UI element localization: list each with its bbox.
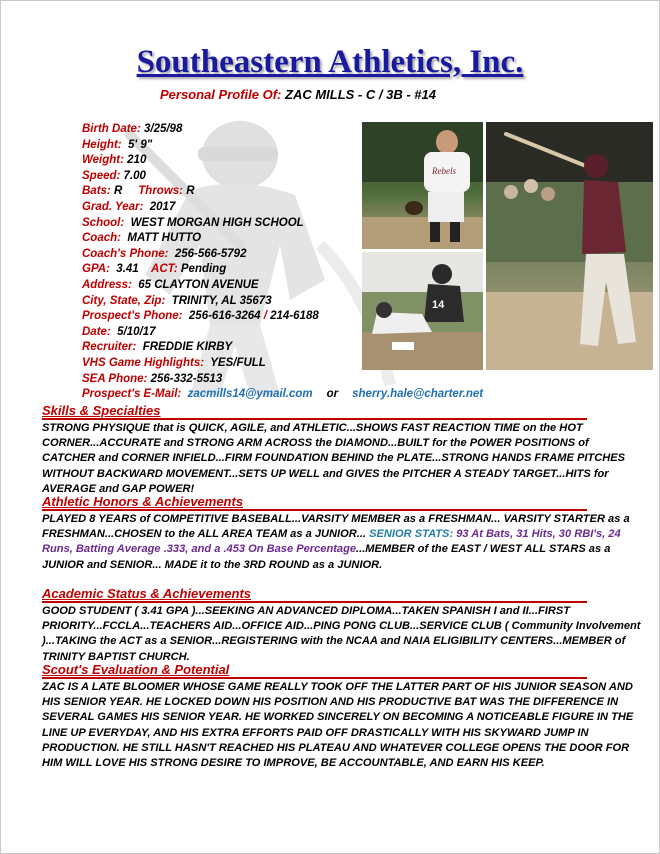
- honors-body: [42, 512, 642, 573]
- sea-phone-row: [82, 372, 483, 388]
- gpa-act-row: [82, 262, 483, 278]
- city-label: City, State, Zip:: [82, 294, 166, 307]
- height-label: Height:: [82, 138, 122, 151]
- date-value: 5/10/17: [117, 325, 156, 338]
- sea-phone-label: SEA Phone:: [82, 372, 148, 385]
- throws-value: R: [186, 185, 195, 198]
- skills-heading: Skills & Specialties: [42, 403, 587, 420]
- page-title: Southeastern Athletics, Inc.: [136, 44, 524, 80]
- vhs-label: VHS Game Highlights:: [82, 356, 205, 369]
- school-row: [82, 216, 483, 232]
- address-row: [82, 278, 483, 294]
- prospect-phone-row: [82, 309, 483, 325]
- gpa-value: 3.41: [116, 263, 139, 276]
- height-row: [82, 138, 483, 154]
- gpa-label: GPA:: [82, 263, 110, 276]
- recruiter-row: [82, 340, 483, 356]
- prospect-phone-alt-value: 214-6188: [270, 310, 319, 323]
- skills-section: [42, 403, 642, 497]
- school-value: WEST MORGAN HIGH SCHOOL: [130, 216, 304, 229]
- prospect-phone-value: 256-616-3264: [188, 310, 261, 323]
- address-label: Address:: [82, 278, 132, 291]
- coach-phone-label: Coach's Phone:: [82, 247, 169, 260]
- svg-text:14: 14: [432, 299, 445, 311]
- grad-year-row: [82, 200, 483, 216]
- scout-section: [42, 662, 642, 771]
- throws-label: Throws:: [138, 185, 183, 198]
- phone-separator: /: [263, 310, 267, 323]
- date-label: Date:: [82, 325, 111, 338]
- school-label: School:: [82, 216, 125, 229]
- bats-label: Bats:: [82, 185, 111, 198]
- scout-heading: Scout's Evaluation & Potential: [42, 662, 587, 679]
- date-row: [82, 325, 483, 341]
- weight-label: Weight:: [82, 154, 124, 167]
- act-label: ACT:: [151, 263, 178, 276]
- sea-phone-value: 256-332-5513: [150, 372, 223, 385]
- academic-heading: Academic Status & Achievements: [42, 586, 587, 603]
- vhs-value: YES/FULL: [210, 356, 266, 369]
- bats-value: R: [113, 185, 123, 198]
- svg-text:Rebels: Rebels: [432, 166, 456, 176]
- email-link-primary[interactable]: zacmills14@ymail.com: [187, 388, 313, 401]
- email-label: Prospect's E-Mail:: [82, 388, 182, 401]
- weight-row: [82, 153, 483, 169]
- recruiter-value: FREDDIE KIRBY: [142, 341, 233, 354]
- coach-phone-value: 256-566-5792: [174, 247, 247, 260]
- email-row: [82, 387, 483, 403]
- grad-year-value: 2017: [149, 200, 176, 213]
- senior-stats-label: SENIOR STATS:: [369, 528, 454, 541]
- coach-phone-row: [82, 247, 483, 263]
- senior-stats-value: 93 At Bats, 31 Hits, 30 RBI's, 24 Runs, Batting Average .333, and a .453 On Base Percentage: [42, 528, 621, 556]
- academic-section: [42, 586, 642, 665]
- profile-fields: [82, 122, 483, 403]
- academic-body: GOOD STUDENT ( 3.41 GPA )...SEEKING AN ADVANCED DIPLOMA...TAKEN SPANISH I and II...FIRST PRIORITY...FCCLA...TEACHERS AID...OFFICE AID...PING PONG CLUB...SERVICE CLUB ( Community Involvement )...TAKING the ACT as a SENIOR...REGISTERING with the NCAA and NAIA ELIGIBILITY CENTERS...MEMBER of TRINITY BAPTIST CHURCH.: [42, 605, 641, 663]
- birth-date-label: Birth Date:: [82, 123, 141, 135]
- speed-row: [82, 169, 483, 185]
- scout-body: ZAC IS A LATE BLOOMER WHOSE GAME REALLY TOOK OFF THE LATTER PART OF HIS JUNIOR SEASON AND HIS SENIOR YEAR. HE LOCKED DOWN HIS POSITION AND HIS PRODUCTIVE BAT WAS THE DIFFERENCE IN SEVERAL GAMES HIS SENIOR YEAR. HE WORKED SINCERELY ON BECOMING A NOTICEABLE FIGURE IN THE LINE UP EVERYDAY, AND HIS EXTRA EFFORTS PAID OFF DRASTICALLY WITH HIS SKYWARD JUMP IN PRODUCTION. HE STILL HASN'T REACHED HIS PLATEAU AND WHATEVER COLLEGE OPENS THE DOOR FOR HIM WILL LOVE HIS STRONG DESIRE TO IMPROVE, BE ACCOUNTABLE, AND EARN HIS KEEP.: [42, 681, 634, 770]
- grad-year-label: Grad. Year:: [82, 200, 144, 213]
- address-value: 65 CLAYTON AVENUE: [138, 278, 259, 291]
- coach-label: Coach:: [82, 232, 121, 245]
- prospect-phone-label: Prospect's Phone:: [82, 310, 183, 323]
- vhs-row: [82, 356, 483, 372]
- speed-label: Speed:: [82, 169, 121, 182]
- email-link-secondary[interactable]: sherry.hale@charter.net: [352, 388, 484, 401]
- honors-heading: Athletic Honors & Achievements: [42, 494, 587, 511]
- city-value: TRINITY, AL 35673: [171, 294, 272, 307]
- honors-section: [42, 494, 642, 573]
- honors-text-1: PLAYED 8 YEARS of COMPETITIVE BASEBALL...VARSITY MEMBER as a FRESHMAN... VARSITY STARTER as a FRESHMAN...CHOSEN to the ALL AREA TEAM as a JUNIOR...: [42, 513, 630, 541]
- weight-value: 210: [127, 154, 147, 167]
- coach-value: MATT HUTTO: [127, 232, 202, 245]
- subtitle-value: ZAC MILLS - C / 3B - #14: [285, 87, 436, 102]
- coach-row: [82, 231, 483, 247]
- height-value: 5' 9": [128, 138, 153, 151]
- honors-text-2: ...MEMBER of the EAST / WEST ALL STARS as a JUNIOR and SENIOR... MADE it to the 3RD ROUND as a JUNIOR.: [42, 543, 611, 571]
- recruiter-label: Recruiter:: [82, 341, 137, 354]
- speed-value: 7.00: [123, 169, 146, 182]
- email-or: or: [326, 388, 339, 401]
- batting-photo: [486, 122, 653, 370]
- act-value: Pending: [180, 263, 227, 276]
- birth-date-row: [82, 122, 483, 138]
- city-row: [82, 294, 483, 310]
- subtitle-label: Personal Profile Of:: [160, 87, 282, 102]
- bats-throws-row: [82, 184, 483, 200]
- skills-body: STRONG PHYSIQUE that is QUICK, AGILE, and ATHLETIC...SHOWS FAST REACTION TIME on the HOT CORNER...ACCURATE and STRONG ARM ACROSS the DIAMOND...BUILT for the POWER POSITIONS of CATCHER and CORNER INFIELD...FIRM FOUNDATION BEHIND the PLATE...STRONG HANDS FRAME PITCHES WITHOUT BACKWARD MOVEMENT...SETS UP WELL and GIVES the PITCHER A STEADY TARGET...HITS for AVERAGE and GAP POWER!: [42, 422, 626, 495]
- birth-date-value: 3/25/98: [143, 123, 183, 135]
